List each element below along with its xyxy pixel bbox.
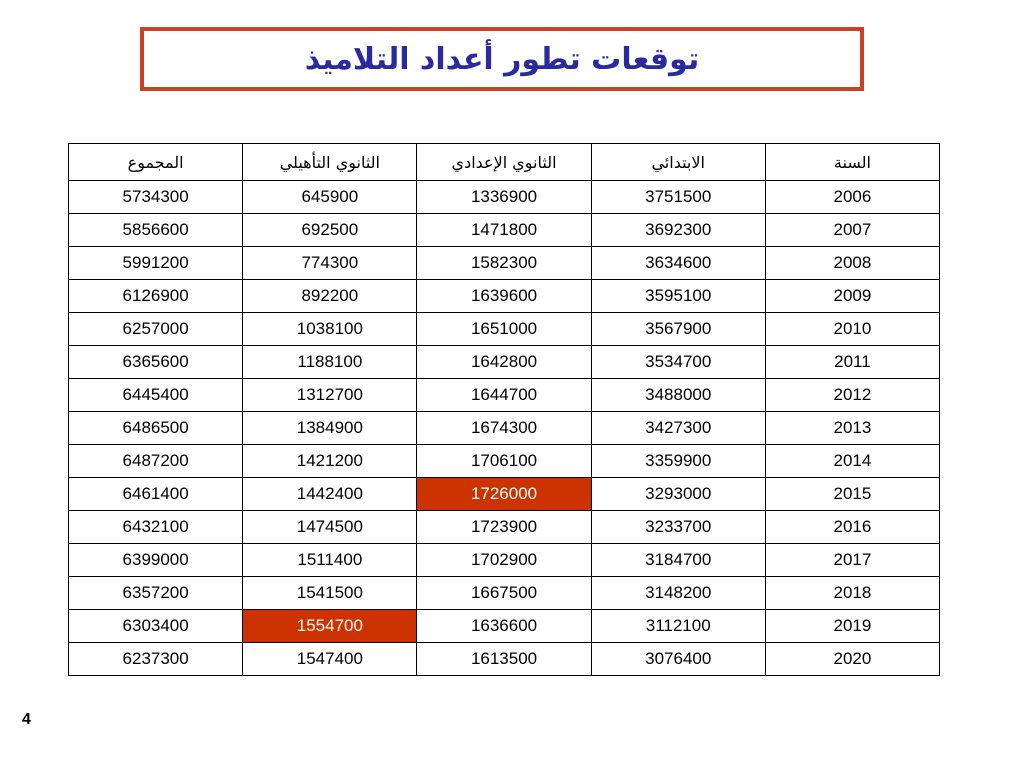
cell-primary: 3595100	[591, 280, 765, 313]
cell-high-school: 1421200	[243, 445, 417, 478]
header-primary: الابتدائي	[591, 144, 765, 181]
cell-primary: 3427300	[591, 412, 765, 445]
cell-year: 2020	[765, 643, 939, 676]
cell-total: 6126900	[69, 280, 243, 313]
cell-primary: 3634600	[591, 247, 765, 280]
cell-high-school: 645900	[243, 181, 417, 214]
cell-high-school: 774300	[243, 247, 417, 280]
cell-year: 2010	[765, 313, 939, 346]
cell-year: 2006	[765, 181, 939, 214]
title-box	[140, 27, 864, 91]
header-row	[69, 144, 940, 181]
cell-total: 6257000	[69, 313, 243, 346]
cell-high-school: 1541500	[243, 577, 417, 610]
header-middle-school: الثانوي الإعدادي	[417, 144, 591, 181]
cell-middle-school: 1651000	[417, 313, 591, 346]
cell-total: 6432100	[69, 511, 243, 544]
cell-primary: 3076400	[591, 643, 765, 676]
cell-high-school: 1442400	[243, 478, 417, 511]
cell-total: 6303400	[69, 610, 243, 643]
cell-middle-school: 1667500	[417, 577, 591, 610]
cell-year: 2015	[765, 478, 939, 511]
slide-title: توقعات تطور أعداد التلاميذ	[304, 41, 700, 77]
cell-total: 6357200	[69, 577, 243, 610]
cell-primary: 3148200	[591, 577, 765, 610]
cell-middle-school: 1642800	[417, 346, 591, 379]
cell-middle-school: 1336900	[417, 181, 591, 214]
cell-total: 5991200	[69, 247, 243, 280]
cell-middle-school: 1471800	[417, 214, 591, 247]
table-row	[69, 445, 940, 478]
table-row	[69, 544, 940, 577]
cell-year: 2019	[765, 610, 939, 643]
header-year: السنة	[765, 144, 939, 181]
cell-total: 6486500	[69, 412, 243, 445]
cell-middle-school: 1613500	[417, 643, 591, 676]
cell-primary: 3184700	[591, 544, 765, 577]
cell-high-school: 1038100	[243, 313, 417, 346]
cell-high-school: 1547400	[243, 643, 417, 676]
table-row	[69, 214, 940, 247]
cell-primary: 3534700	[591, 346, 765, 379]
page-number: 4	[22, 711, 31, 728]
table-row	[69, 478, 940, 511]
cell-high-school: 1474500	[243, 511, 417, 544]
cell-total: 6461400	[69, 478, 243, 511]
cell-year: 2013	[765, 412, 939, 445]
cell-middle-school: 1644700	[417, 379, 591, 412]
cell-year: 2016	[765, 511, 939, 544]
cell-primary: 3233700	[591, 511, 765, 544]
cell-middle-school: 1582300	[417, 247, 591, 280]
table-row	[69, 313, 940, 346]
cell-total: 6399000	[69, 544, 243, 577]
cell-year: 2014	[765, 445, 939, 478]
cell-year: 2017	[765, 544, 939, 577]
cell-high-school: 892200	[243, 280, 417, 313]
table-row	[69, 643, 940, 676]
cell-primary: 3488000	[591, 379, 765, 412]
cell-year: 2009	[765, 280, 939, 313]
cell-middle-school: 1702900	[417, 544, 591, 577]
cell-primary: 3567900	[591, 313, 765, 346]
cell-year: 2018	[765, 577, 939, 610]
cell-total: 6487200	[69, 445, 243, 478]
cell-high-school: 1511400	[243, 544, 417, 577]
table-row	[69, 346, 940, 379]
cell-primary: 3692300	[591, 214, 765, 247]
cell-middle-school-highlighted: 1726000	[417, 478, 591, 511]
cell-high-school: 692500	[243, 214, 417, 247]
cell-primary: 3751500	[591, 181, 765, 214]
cell-primary: 3359900	[591, 445, 765, 478]
cell-high-school: 1384900	[243, 412, 417, 445]
table-row	[69, 379, 940, 412]
cell-middle-school: 1674300	[417, 412, 591, 445]
cell-total: 6365600	[69, 346, 243, 379]
cell-high-school: 1188100	[243, 346, 417, 379]
students-projection-table	[68, 143, 940, 676]
header-high-school: الثانوي التأهيلي	[243, 144, 417, 181]
cell-total: 5734300	[69, 181, 243, 214]
table-row	[69, 181, 940, 214]
cell-year: 2012	[765, 379, 939, 412]
cell-year: 2007	[765, 214, 939, 247]
cell-primary: 3112100	[591, 610, 765, 643]
cell-high-school-highlighted: 1554700	[243, 610, 417, 643]
table-body	[69, 181, 940, 676]
cell-year: 2011	[765, 346, 939, 379]
table-row	[69, 577, 940, 610]
table-row	[69, 247, 940, 280]
cell-middle-school: 1639600	[417, 280, 591, 313]
table-row	[69, 280, 940, 313]
cell-primary: 3293000	[591, 478, 765, 511]
table-row	[69, 610, 940, 643]
table-row	[69, 412, 940, 445]
cell-middle-school: 1723900	[417, 511, 591, 544]
cell-high-school: 1312700	[243, 379, 417, 412]
header-total: المجموع	[69, 144, 243, 181]
cell-total: 6445400	[69, 379, 243, 412]
cell-middle-school: 1636600	[417, 610, 591, 643]
cell-middle-school: 1706100	[417, 445, 591, 478]
table-row	[69, 511, 940, 544]
cell-total: 6237300	[69, 643, 243, 676]
cell-year: 2008	[765, 247, 939, 280]
cell-total: 5856600	[69, 214, 243, 247]
